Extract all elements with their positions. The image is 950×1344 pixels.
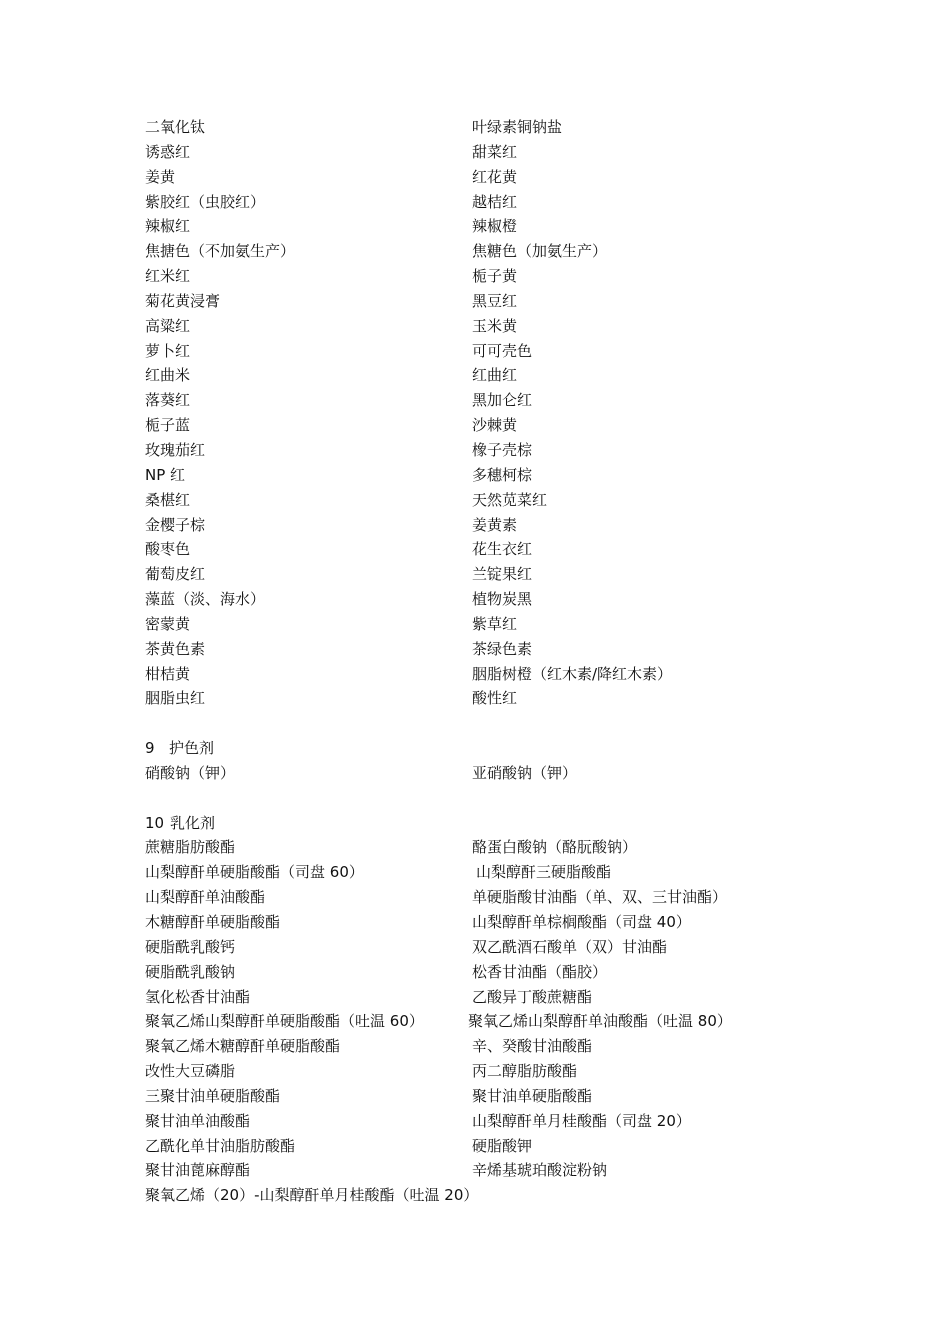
item-left: 硬脂酰乳酸钠 (145, 962, 236, 981)
item-left: 柑桔黄 (145, 664, 191, 683)
item-left: 菊花黄浸膏 (145, 291, 221, 310)
list-row (145, 1134, 845, 1159)
item-left: 玫瑰茄红 (145, 440, 206, 459)
list-row (145, 662, 845, 687)
item-right: 松香甘油酯（酯胶） (472, 962, 608, 981)
list-row (145, 289, 845, 314)
colorants-list (145, 115, 845, 711)
item-left: 落葵红 (145, 391, 191, 410)
item-left: 聚氧乙烯山梨醇酐单硬脂酸酯（吐温 60） (145, 1012, 424, 1031)
list-row (145, 314, 845, 339)
item-left: 蔗糖脂肪酸酯 (145, 838, 236, 857)
item-left: 焦搪色（不加氨生产） (145, 242, 296, 261)
item-left: 辣椒红 (145, 217, 191, 236)
list-row (145, 190, 845, 215)
item-right: 茶绿色素 (472, 639, 533, 658)
list-row (145, 537, 845, 562)
item-left: 藻蓝（淡、海水） (145, 590, 266, 609)
item-right: 黑豆红 (472, 291, 518, 310)
item-right: 植物炭黑 (472, 590, 533, 609)
section-heading-10 (145, 811, 845, 836)
list-row (145, 835, 845, 860)
list-row (145, 612, 845, 637)
list-row (145, 1158, 845, 1183)
list-row (145, 339, 845, 364)
item-left: 桑椹红 (145, 490, 191, 509)
item-left: 三聚甘油单硬脂酸酯 (145, 1086, 281, 1105)
item-left: 诱惑红 (145, 142, 191, 161)
item-left: 红米红 (145, 267, 191, 286)
item-left: 氢化松香甘油酯 (145, 987, 251, 1006)
color-retention-list (145, 761, 845, 786)
item-left: 姜黄 (145, 167, 176, 186)
item-left: 密蒙黄 (145, 614, 191, 633)
item-left: 木糖醇酐单硬脂酸酯 (145, 913, 281, 931)
item-right: 酸性红 (472, 689, 518, 708)
item-right: 紫草红 (472, 614, 518, 633)
item-right: 亚硝酸钠（钾） (472, 763, 578, 782)
list-row (145, 513, 845, 538)
item-right: 可可壳色 (472, 341, 533, 360)
item-left: 茶黄色素 (145, 639, 206, 658)
list-row (145, 1084, 845, 1109)
item-right: 辛、癸酸甘油酸酯 (472, 1037, 593, 1056)
list-row (145, 637, 845, 662)
item-right: 酪蛋白酸钠（酪朊酸钠） (472, 838, 638, 857)
item-right: 甜菜红 (472, 142, 518, 161)
item-left: 萝卜红 (145, 341, 191, 360)
item-right: 山梨醇酐单棕榈酸酯（司盘 40） (472, 913, 691, 931)
item-left: 山梨醇酐单硬脂酸酯（司盘 60） (145, 863, 364, 882)
section-title: 乳化剂 (170, 813, 216, 832)
item-right: 兰锭果红 (472, 565, 533, 584)
item-left: 聚氧乙烯木糖醇酐单硬脂酸酯 (145, 1037, 341, 1056)
item-right: 辣椒橙 (472, 217, 518, 236)
item-right: 玉米黄 (472, 316, 518, 335)
item-right: 橡子壳棕 (472, 440, 533, 459)
list-row (145, 140, 845, 165)
item-right: 花生衣红 (472, 540, 533, 559)
item-left: 栀子蓝 (145, 416, 191, 435)
list-row (145, 264, 845, 289)
item-right: 硬脂酸钾 (472, 1136, 533, 1155)
item-left: 金樱子棕 (145, 515, 206, 534)
item-right: 乙酸异丁酸蔗糖酯 (472, 987, 593, 1006)
list-row (145, 761, 845, 786)
item-right: 山梨醇酐三硬脂酸酯 (476, 863, 612, 882)
item-left: 聚氧乙烯（20）-山梨醇酐单月桂酸酯（吐温 20） (145, 1186, 479, 1205)
item-left: 高粱红 (145, 316, 191, 335)
list-row (145, 388, 845, 413)
list-row (145, 587, 845, 612)
section-title: 护色剂 (169, 739, 215, 758)
list-row (145, 463, 845, 488)
spacer (145, 711, 845, 736)
item-right: 黑加仑红 (472, 391, 533, 410)
list-row (145, 413, 845, 438)
list-row (145, 488, 845, 513)
list-row (145, 985, 845, 1010)
item-right: 栀子黄 (472, 267, 518, 286)
list-row (145, 363, 845, 388)
emulsifier-list (145, 835, 845, 1208)
item-left: 红曲米 (145, 366, 191, 385)
item-left: 硝酸钠（钾） (145, 763, 236, 782)
section-number: 10 (145, 813, 165, 832)
spacer (145, 786, 845, 811)
item-left: 聚甘油单油酸酯 (145, 1111, 251, 1130)
item-right: 山梨醇酐单月桂酸酯（司盘 20） (472, 1111, 691, 1130)
item-right: 红曲红 (472, 366, 518, 385)
list-row (145, 935, 845, 960)
item-right: 多穗柯棕 (472, 465, 533, 484)
section-number: 9 (145, 739, 155, 758)
item-right: 焦糖色（加氨生产） (472, 242, 608, 261)
item-right: 叶绿素铜钠盐 (472, 118, 563, 136)
item-right: 天然苋菜红 (472, 490, 548, 509)
item-left: 胭脂虫红 (145, 689, 206, 708)
item-left: 酸枣色 (145, 540, 191, 559)
list-row (145, 438, 845, 463)
section-heading-9 (145, 736, 845, 761)
list-row (145, 885, 845, 910)
list-row (145, 860, 845, 885)
item-right: 丙二醇脂肪酸酯 (472, 1062, 578, 1081)
list-row (145, 239, 845, 264)
item-right: 姜黄素 (472, 515, 518, 534)
item-right: 聚氧乙烯山梨醇酐单油酸酯（吐温 80） (468, 1012, 732, 1031)
list-row (145, 1034, 845, 1059)
item-left: 聚甘油蓖麻醇酯 (145, 1161, 251, 1180)
list-row (145, 1183, 845, 1208)
list-row (145, 960, 845, 985)
item-right: 胭脂树橙（红木素/降红木素） (472, 664, 673, 683)
item-right: 红花黄 (472, 167, 518, 186)
item-right: 单硬脂酸甘油酯（单、双、三甘油酯） (472, 888, 728, 907)
list-row (145, 165, 845, 190)
item-left: 葡萄皮红 (145, 565, 206, 584)
item-left: 紫胶红（虫胶红） (145, 192, 266, 211)
item-left: 硬脂酰乳酸钙 (145, 937, 236, 956)
list-row (145, 115, 845, 140)
item-right: 沙棘黄 (472, 416, 518, 435)
list-row (145, 1109, 845, 1134)
item-left: NP 红 (145, 465, 186, 484)
item-right: 越桔红 (472, 192, 518, 211)
item-left: 乙酰化单甘油脂肪酸酯 (145, 1136, 296, 1155)
item-right: 聚甘油单硬脂酸酯 (472, 1086, 593, 1105)
list-row (145, 686, 845, 711)
list-row (145, 1059, 845, 1084)
list-row (145, 562, 845, 587)
item-right: 辛烯基琥珀酸淀粉钠 (472, 1161, 608, 1180)
item-right: 双乙酰酒石酸单（双）甘油酯 (472, 937, 668, 956)
item-left: 二氧化钛 (145, 118, 206, 136)
list-row (145, 1009, 845, 1034)
document-content (145, 115, 845, 1208)
list-row (145, 910, 845, 935)
item-left: 山梨醇酐单油酸酯 (145, 888, 266, 907)
item-left: 改性大豆磷脂 (145, 1062, 236, 1081)
list-row (145, 214, 845, 239)
